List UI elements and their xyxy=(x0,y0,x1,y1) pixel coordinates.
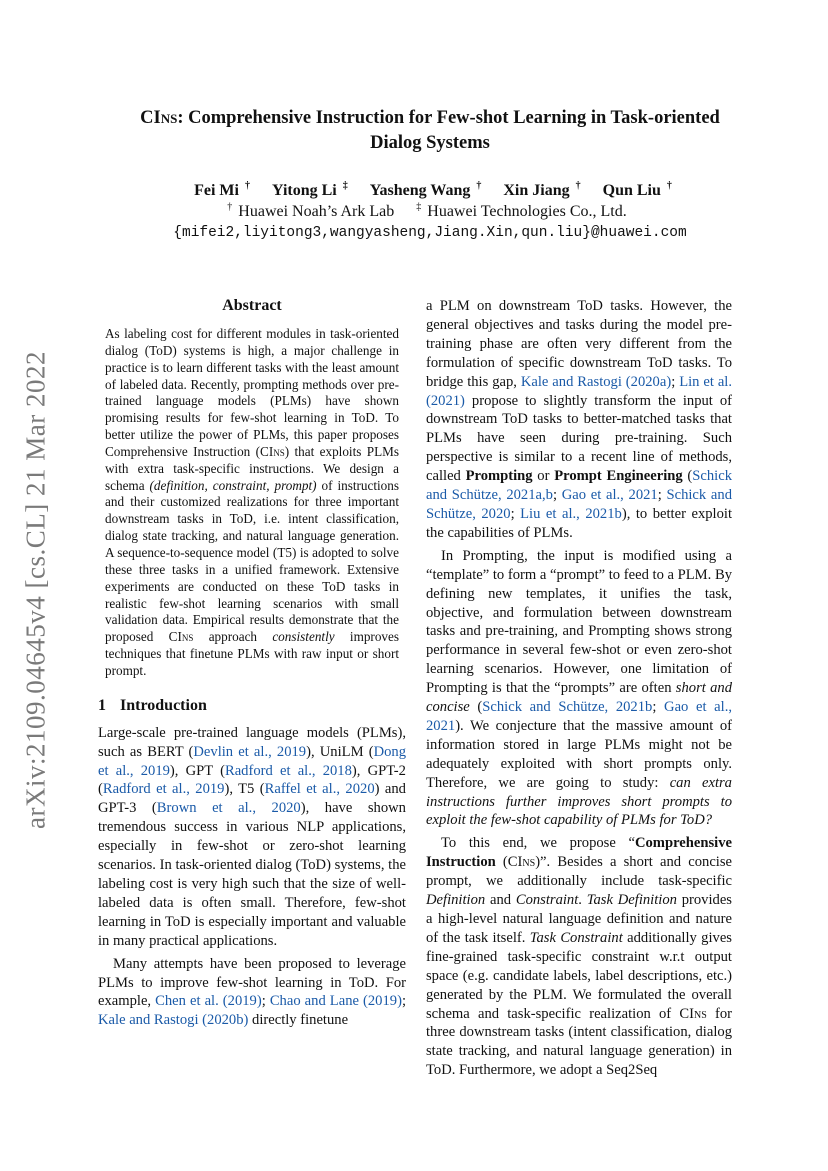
citation-link[interactable]: Schick and Schütze, 2021b xyxy=(482,699,653,716)
text: ; xyxy=(657,487,667,504)
intro-paragraph-2 xyxy=(98,955,406,1031)
text: ), T5 ( xyxy=(224,781,265,798)
author-name: Xin Jiang xyxy=(503,182,570,199)
citation-link[interactable]: Gao et al., 2021 xyxy=(561,487,658,504)
text: ), to better exploit the capabilities of PLMs. xyxy=(426,505,733,541)
arxiv-identifier: arXiv:2109.04645v4 [cs.CL] 21 Mar 2022 xyxy=(20,351,51,829)
citation-link[interactable]: Schick and Schütze, 2020 xyxy=(426,487,732,522)
text: propose to slightly transform the input of downstream ToD tasks to better-matched tasks that PLMs have seen during pre-training. Such perspective is similar to a recent line of methods, called xyxy=(426,392,732,485)
author-name: Yasheng Wang xyxy=(369,182,471,199)
left-column xyxy=(98,296,406,1030)
right-paragraph-3 xyxy=(426,834,732,1080)
affiliation xyxy=(416,203,632,220)
author-list xyxy=(80,180,780,202)
citation-link[interactable]: Gao et al., 2021 xyxy=(426,699,732,734)
author-emails: {mifei2,liyitong3,wangyasheng,Jiang.Xin,qun.liu}@huawei.com xyxy=(173,225,687,241)
text: of instructions and their customized realizations for three important downstream tasks in ToD, i.e. intent classification, dialog state tracking, and natural language generation. A sequence-to-sequence model (T5) is adopted to solve these three tasks in a unified framework. Extensive experiments are conducted on these ToD tasks in realistic few-shot learning scenarios with small validation data. Empirical results demonstrate that the proposed xyxy=(105,477,399,645)
author xyxy=(364,182,482,199)
author xyxy=(497,182,580,199)
emphasis: Definition xyxy=(426,892,486,909)
system-name: CIns xyxy=(507,854,536,871)
text: ( xyxy=(469,699,483,716)
author-mark: † xyxy=(666,180,672,192)
text: ; xyxy=(261,993,270,1010)
intro-paragraph-1 xyxy=(98,724,406,951)
emphasis: Task Definition xyxy=(586,892,677,909)
text: ), GPT ( xyxy=(169,762,225,779)
citation-link[interactable]: Kale and Rastogi (2020b) xyxy=(98,1012,249,1029)
emphasis: consistently xyxy=(272,629,335,645)
section-number: 1 xyxy=(98,696,106,714)
abstract-text xyxy=(105,326,399,680)
emphasis: Constraint xyxy=(515,892,579,909)
text: a PLM on downstream ToD tasks. However, the general objectives and tasks during the model pre-training phase are often very different from the formulation of specific downstream ToD tasks. To bridge this gap, xyxy=(426,298,732,390)
author-mark: † xyxy=(476,180,482,192)
emphasis: Task Constraint xyxy=(529,929,623,946)
citation-link[interactable]: Raffel et al., 2020 xyxy=(264,781,375,798)
text: ; xyxy=(652,699,665,716)
affiliation-name: Huawei Technologies Co., Ltd. xyxy=(427,203,627,220)
text: ), have shown tremendous success in various NLP applications, especially in few-shot or zero-shot learning scenarios. In task-oriented dialog (ToD) systems, the labeling cost is very high such that the size of well-labeled data is often small. Therefore, few-shot learning in ToD is especially important and valuable in many practical applications. xyxy=(98,800,406,949)
emphasis: short and concise xyxy=(426,680,732,716)
text: As labeling cost for different modules in task-oriented dialog (ToD) systems is high, a major challenge in practice is to learn different tasks with the least amount of labeled data. Recently, prompting methods over pre-trained language models (PLMs) have shown promising results for few-shot learning in ToD. To better utilize the power of PLMs, this paper proposes Comprehensive Instruction ( xyxy=(105,326,399,459)
author-name: Fei Mi xyxy=(194,182,239,199)
affiliation-name: Huawei Noah’s Ark Lab xyxy=(238,203,395,220)
system-name: CIns xyxy=(260,443,285,459)
text: ), UniLM ( xyxy=(306,743,374,760)
author xyxy=(597,182,672,199)
affiliations xyxy=(80,202,780,222)
text: additionally gives fine-grained task-specific constraint w.r.t output space (e.g. candidate labels, label descriptions, etc.) generated by the PLM. We formulated the overall schema and task-specific realization of xyxy=(426,929,732,1022)
text: provides a high-level natural language definition and nature of the task itself. xyxy=(426,892,732,946)
paper-title xyxy=(80,106,780,156)
text: ; xyxy=(510,505,521,522)
text: ; xyxy=(671,373,680,390)
citation-link[interactable]: Dong et al., 2019 xyxy=(98,743,406,779)
citation-link[interactable]: Kale and Rastogi (2020a) xyxy=(520,373,672,390)
citation-link[interactable]: Brown et al., 2020 xyxy=(156,800,301,817)
right-paragraph-1 xyxy=(426,297,732,543)
text: ) that exploits PLMs with extra task-specific instructions. We design a schema xyxy=(105,443,399,493)
text: ( xyxy=(495,854,508,871)
citation-link[interactable]: Schick and Schütze, 2021a,b xyxy=(426,468,732,504)
author xyxy=(266,182,348,199)
text: ), GPT-2 ( xyxy=(98,762,406,798)
citation-link[interactable]: Chao and Lane (2019) xyxy=(269,993,402,1010)
title-line-2: Dialog Systems xyxy=(370,133,490,153)
author-mark: † xyxy=(244,180,250,192)
affiliation-mark: † xyxy=(227,201,233,213)
author-name: Yitong Li xyxy=(271,182,337,199)
citation-link[interactable]: Devlin et al., 2019 xyxy=(193,743,307,760)
system-name: CIns xyxy=(168,629,194,645)
text: ( xyxy=(682,468,693,485)
citation-link[interactable]: Radford et al., 2019 xyxy=(102,781,225,798)
citation-link[interactable]: Chen et al. (2019) xyxy=(155,993,262,1010)
text: . xyxy=(578,892,587,909)
text: for three downstream tasks (intent classification, dialog state tracking, and natural language generation) in ToD. Furthermore, we adopt a Seq2Seq xyxy=(426,1005,732,1079)
abstract-heading: Abstract xyxy=(222,297,282,314)
text: In Prompting, the input is modified using a “template” to form a “prompt” to feed to a PLM. By defining new templates, it unifies the task, objective, and formulation between downstream tasks and pre-training, and Prompting shows strong performance in several few-shot or even zero-shot learning scenarios. However, one limitation of Prompting is that the “prompts” are often xyxy=(426,547,732,697)
text: )”. Besides a short and concise prompt, we additionally include task-specific xyxy=(426,854,733,890)
emphasis: (definition, constraint, prompt) xyxy=(149,477,317,493)
title-line-1: : Comprehensive Instruction for Few-shot Learning in Task-oriented xyxy=(177,108,720,128)
text: ) and GPT-3 ( xyxy=(98,781,406,817)
right-paragraph-2 xyxy=(426,547,732,831)
citation-link[interactable]: Radford et al., 2018 xyxy=(224,762,352,779)
emphasis: can extra instructions further improves short prompts to exploit the few-shot capability of PLMs for ToD? xyxy=(426,774,732,829)
title-system-name: CIns xyxy=(140,108,178,128)
arxiv-sidebar xyxy=(14,350,58,830)
text: Large-scale pre-trained language models (PLMs), such as BERT ( xyxy=(98,724,406,760)
text: approach xyxy=(193,629,273,645)
author xyxy=(188,182,250,199)
text: directly finetune xyxy=(248,1012,349,1029)
affiliation xyxy=(227,203,400,220)
affiliation-mark: ‡ xyxy=(416,201,422,213)
text: To this end, we propose “ xyxy=(441,835,635,852)
text: Many attempts have been proposed to leverage PLMs to improve few-shot learning in ToD. For example, xyxy=(98,955,406,1010)
section-title: Introduction xyxy=(120,696,207,714)
author-mark: ‡ xyxy=(342,180,348,192)
bold-term: Prompt Engineering xyxy=(554,468,683,485)
text: ). We conjecture that the massive amount of information stored in large PLMs might not be adequately exploited with short prompts only. Therefore, we are going to study: xyxy=(426,717,732,791)
bold-term: Prompting xyxy=(465,468,533,485)
text: improves techniques that finetune PLMs with raw input or short prompt. xyxy=(105,629,399,678)
bold-term: Comprehensive Instruction xyxy=(426,835,732,871)
text: ; xyxy=(552,487,562,504)
text: ; xyxy=(401,993,406,1010)
text: and xyxy=(485,892,516,909)
right-column xyxy=(426,297,732,1080)
citation-link[interactable]: Liu et al., 2021b xyxy=(520,505,622,522)
author-mark: † xyxy=(575,180,581,192)
text: or xyxy=(532,468,555,485)
citation-link[interactable]: Lin et al. (2021) xyxy=(426,373,733,409)
system-name: CIns xyxy=(679,1005,707,1022)
section-heading-introduction xyxy=(98,696,406,716)
author-name: Qun Liu xyxy=(602,182,661,199)
